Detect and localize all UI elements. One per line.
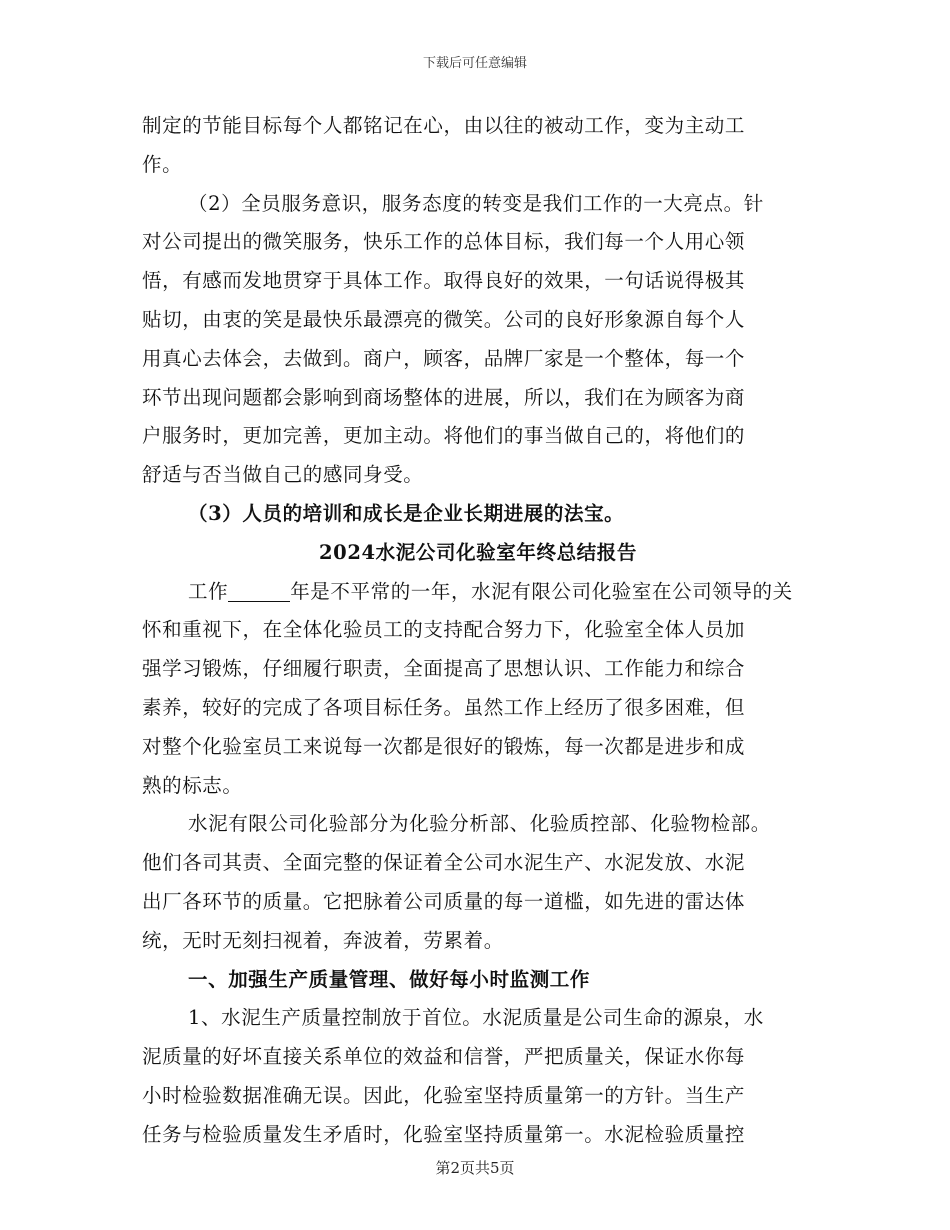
text-line: 小时检验数据准确无误。因此，化验室坚持质量第一的方针。当生产	[142, 1083, 746, 1107]
text-fragment: 工作	[188, 579, 229, 603]
paragraph-start	[142, 573, 814, 612]
text-line: 泥质量的好坏直接关系单位的效益和信誉，严把质量关，保证水你每	[142, 1045, 746, 1069]
text-line: 舒适与否当做自己的感同身受。	[142, 463, 424, 487]
text-line: 户服务时，更加完善，更加主动。将他们的事当做自己的，将他们的	[142, 424, 746, 448]
paragraph-start: （2）全员服务意识，服务态度的转变是我们工作的一大亮点。针	[188, 191, 764, 215]
text-line: 贴切，由衷的笑是最快乐最漂亮的微笑。公司的良好形象源自每个人	[142, 307, 746, 331]
text-line: 对公司提出的微笑服务，快乐工作的总体目标，我们每一个人用心领	[142, 230, 746, 254]
text-fragment: 年是不平常的一年，水泥有限公司化验室在公司领导的关	[290, 579, 793, 603]
text-line: 用真心去体会，去做到。商户，顾客，品牌厂家是一个整体，每一个	[142, 346, 746, 370]
text-line: 任务与检验质量发生矛盾时，化验室坚持质量第一。水泥检验质量控	[142, 1122, 746, 1146]
page-footer: 第2页共5页	[435, 1159, 515, 1177]
text-line: 素养，较好的完成了各项目标任务。虽然工作上经历了很多困难，但	[142, 695, 746, 719]
text-line: 熟的标志。	[142, 773, 243, 797]
text-line: 对整个化验室员工来说每一次都是很好的锻炼，每一次都是进步和成	[142, 734, 746, 758]
blank-underline	[228, 579, 290, 602]
section-heading: 一、加强生产质量管理、做好每小时监测工作	[188, 967, 591, 991]
text-line: 统，无时无刻扫视着，奔波着，劳累着。	[142, 928, 504, 952]
text-line: 强学习锻炼，仔细履行职责，全面提高了思想认识、工作能力和综合	[142, 657, 746, 681]
page-header: 下载后可任意编辑	[422, 56, 527, 71]
text-line: 出厂各环节的质量。它把脉着公司质量的每一道槛，如先进的雷达体	[142, 889, 746, 913]
text-line: 作。	[142, 152, 183, 176]
text-line: 环节出现问题都会影响到商场整体的进展，所以，我们在为顾客为商	[142, 385, 746, 409]
document-body	[142, 107, 814, 1155]
bold-heading: （3）人员的培训和成长是企业长期进展的法宝。	[188, 501, 625, 525]
text-line: 制定的节能目标每个人都铭记在心，由以往的被动工作，变为主动工	[142, 114, 746, 137]
paragraph-start: 水泥有限公司化验部分为化验分析部、化验质控部、化验物检部。	[188, 812, 771, 836]
document-title: 2024水泥公司化验室年终总结报告	[319, 540, 637, 564]
text-line: 怀和重视下，在全体化验员工的支持配合努力下，化验室全体人员加	[142, 618, 746, 642]
paragraph-start: 1、水泥生产质量控制放于首位。水泥质量是公司生命的源泉，水	[188, 1006, 764, 1030]
text-line: 悟，有感而发地贯穿于具体工作。取得良好的效果，一句话说得极其	[142, 269, 746, 293]
text-line: 他们各司其责、全面完整的保证着全公司水泥生产、水泥发放、水泥	[142, 851, 746, 875]
